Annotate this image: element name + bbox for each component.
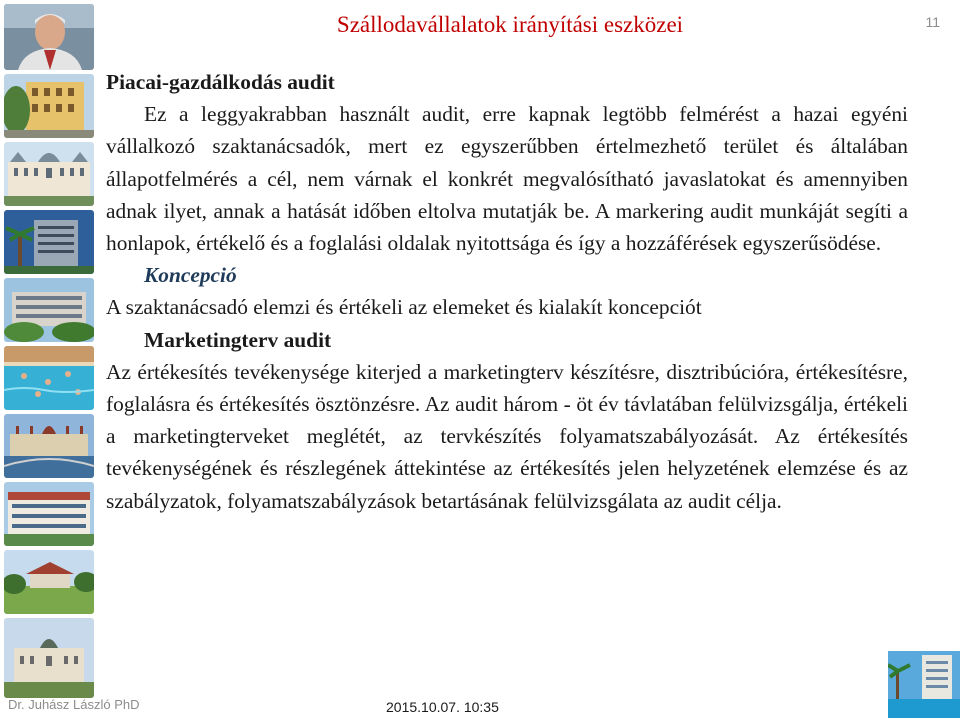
section-heading: Marketingterv audit bbox=[144, 327, 332, 352]
hotel-photo-5 bbox=[4, 482, 94, 546]
page-title: Szállodavállalatok irányítási eszközei bbox=[336, 12, 684, 37]
paragraph-text: Ez a leggyakrabban használt audit, erre kapnak legtöbb felmérést a hazai egyéni vállalkozó szaktanácsadók, mert ez egyszerűbben értelmezhető terület és általában állapotfelmérés a cél, nem várnak el konkrét megvalósítható javaslatokat és amennyiben adnak ilyet, annak a hatását időben eltolva mutatják be. A markering audit munkáját segíti a honlapok, értékelő és a foglalási oldalak nyitottsága és így a hozzáférések egyszerűsödése. bbox=[106, 102, 908, 256]
photo-sidebar bbox=[0, 0, 98, 718]
hotel-photo-3 bbox=[4, 210, 94, 274]
page-number: 11 bbox=[925, 14, 940, 30]
hotel-photo-2 bbox=[4, 142, 94, 206]
hotel-photo-1 bbox=[4, 74, 94, 138]
section-heading: Piacai-gazdálkodás audit bbox=[106, 70, 335, 94]
main-content bbox=[106, 66, 908, 517]
date-footer: 2015.10.07. 10:35 bbox=[386, 699, 499, 715]
pool-photo bbox=[4, 346, 94, 410]
hotel-photo-4 bbox=[4, 278, 94, 342]
body-paragraph: Az értékesítés tevékenysége kiterjed a marketingterv készítésre, disztribúcióra, értékesítésre, foglalásra és értékesítés ösztönzésre. Az audit három - öt év távlatában felülvizsgálja, értékeli a marketingterveket meglétét, az tervkészítés folyamatszabályozását. Az értékesítés tevékenységének és részlegének áttekintése az értékesítés jelen helyzetének elemzése és az szabályzatok, folyamatszabályzások betartásának felülvizsgálata az audit célja. bbox=[106, 359, 908, 513]
landscape-photo bbox=[4, 550, 94, 614]
city-photo bbox=[4, 414, 94, 478]
castle-photo bbox=[4, 618, 94, 698]
body-paragraph: A szaktanácsadó elemzi és értékeli az elemeket és kialakít koncepciót bbox=[106, 295, 702, 320]
corner-hotel-photo bbox=[888, 651, 960, 718]
author-footer: Dr. Juhász László PhD bbox=[8, 697, 140, 712]
subheading-italic: Koncepció bbox=[144, 263, 237, 288]
body-paragraph bbox=[106, 98, 908, 259]
